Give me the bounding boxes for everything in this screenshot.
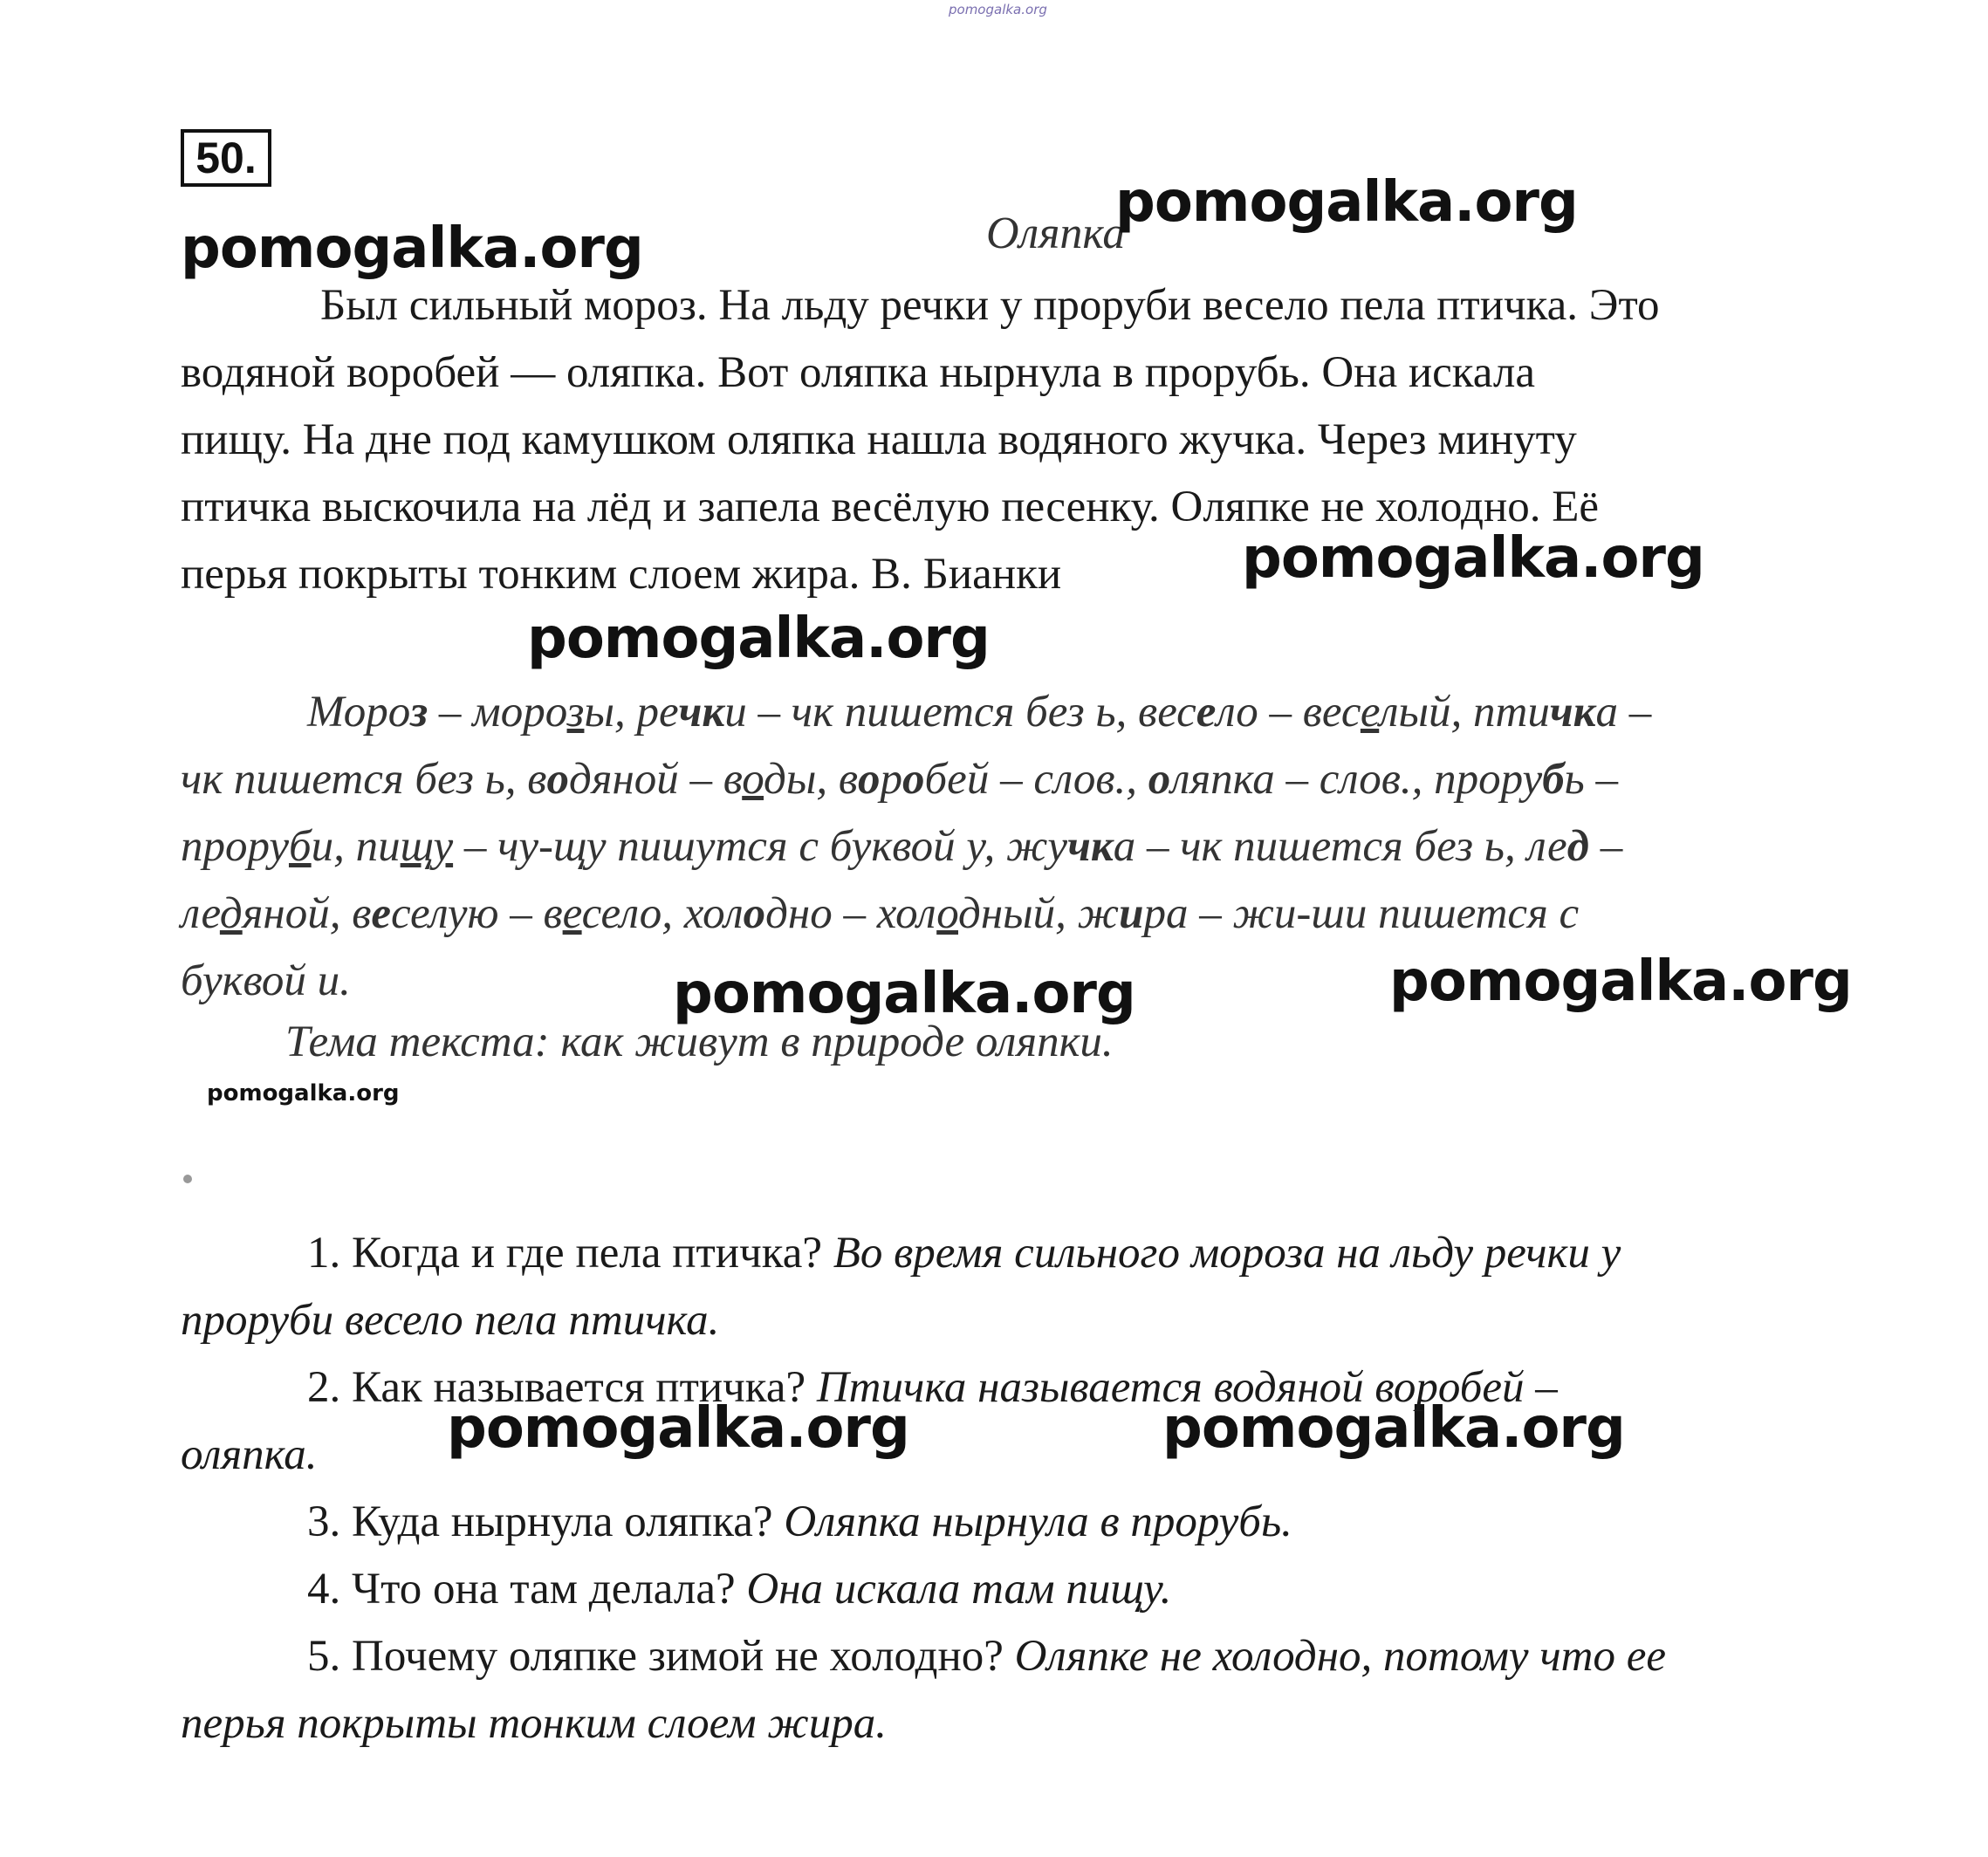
task-number: 50. (181, 129, 271, 187)
story-line: птичка выскочила на лёд и запела весёлую песенку. Оляпке не холодно. Её (181, 483, 1600, 531)
analysis-line-3: проруби, пищу – чу-щу пишутся с буквой у, жучка – чк пишется без ь, лед – (181, 822, 1623, 871)
text-theme: Тема текста: как живут в природе оляпки. (285, 1018, 1114, 1066)
spelling-analysis (181, 679, 1891, 1015)
watermark-5: pomogalka.org (673, 962, 1135, 1026)
analysis-line-5: буквой и. (181, 956, 351, 1005)
answer-1-cont: проруби весело пела птичка. (181, 1296, 720, 1345)
question-1: 1. Когда и где пела птичка? Во время сильного мороза на льду речки у (307, 1229, 1621, 1278)
watermark-7: pomogalka.org (207, 1080, 400, 1107)
bullet-dot (183, 1175, 192, 1183)
watermark-8: pomogalka.org (447, 1396, 909, 1461)
answer-2-cont: оляпка. (181, 1430, 318, 1479)
answer-5-cont: перья покрыты тонким слоем жира. (181, 1699, 887, 1748)
watermark-6: pomogalka.org (1389, 949, 1852, 1014)
question-5: 5. Почему оляпке зимой не холодно? Оляпке не холодно, потому что ее (307, 1632, 1666, 1681)
watermark-4: pomogalka.org (527, 606, 990, 671)
story-title: Оляпка (986, 209, 1126, 258)
questions-block (181, 1220, 1891, 1758)
story-line: Был сильный мороз. На льду речки у проруби весело пела птичка. Это (320, 281, 1660, 330)
watermark-9: pomogalka.org (1162, 1396, 1625, 1461)
analysis-line-2: чк пишется без ь, водяной – воды, воробей – слов., оляпка – слов., прорубь – (181, 755, 1619, 804)
watermark-3: pomogalka.org (1242, 526, 1704, 591)
story-line: водяной воробей — оляпка. Вот оляпка нырнула в прорубь. Она искала (181, 348, 1535, 397)
question-2: 2. Как называется птичка? Птичка называется водяной воробей – (307, 1363, 1558, 1412)
story-line: пищу. На дне под камушком оляпка нашла водяного жучка. Через минуту (181, 415, 1577, 464)
watermark-2: pomogalka.org (1115, 170, 1578, 235)
question-4: 4. Что она там делала? Она искала там пищу. (307, 1565, 1172, 1614)
analysis-line-1: Мороз – морозы, речки – чк пишется без ь, весело – веселый, птичка – (307, 688, 1652, 737)
story-text (181, 272, 1891, 608)
watermark-1: pomogalka.org (181, 216, 643, 281)
top-watermark: pomogalka.org (949, 2, 1047, 17)
question-3: 3. Куда нырнула оляпка? Оляпка нырнула в прорубь. (307, 1497, 1292, 1546)
story-line: перья покрыты тонким слоем жира. В. Бианки (181, 550, 1062, 599)
analysis-line-4: ледяной, веселую – весело, холодно – холодный, жира – жи-ши пишется с (181, 889, 1580, 938)
